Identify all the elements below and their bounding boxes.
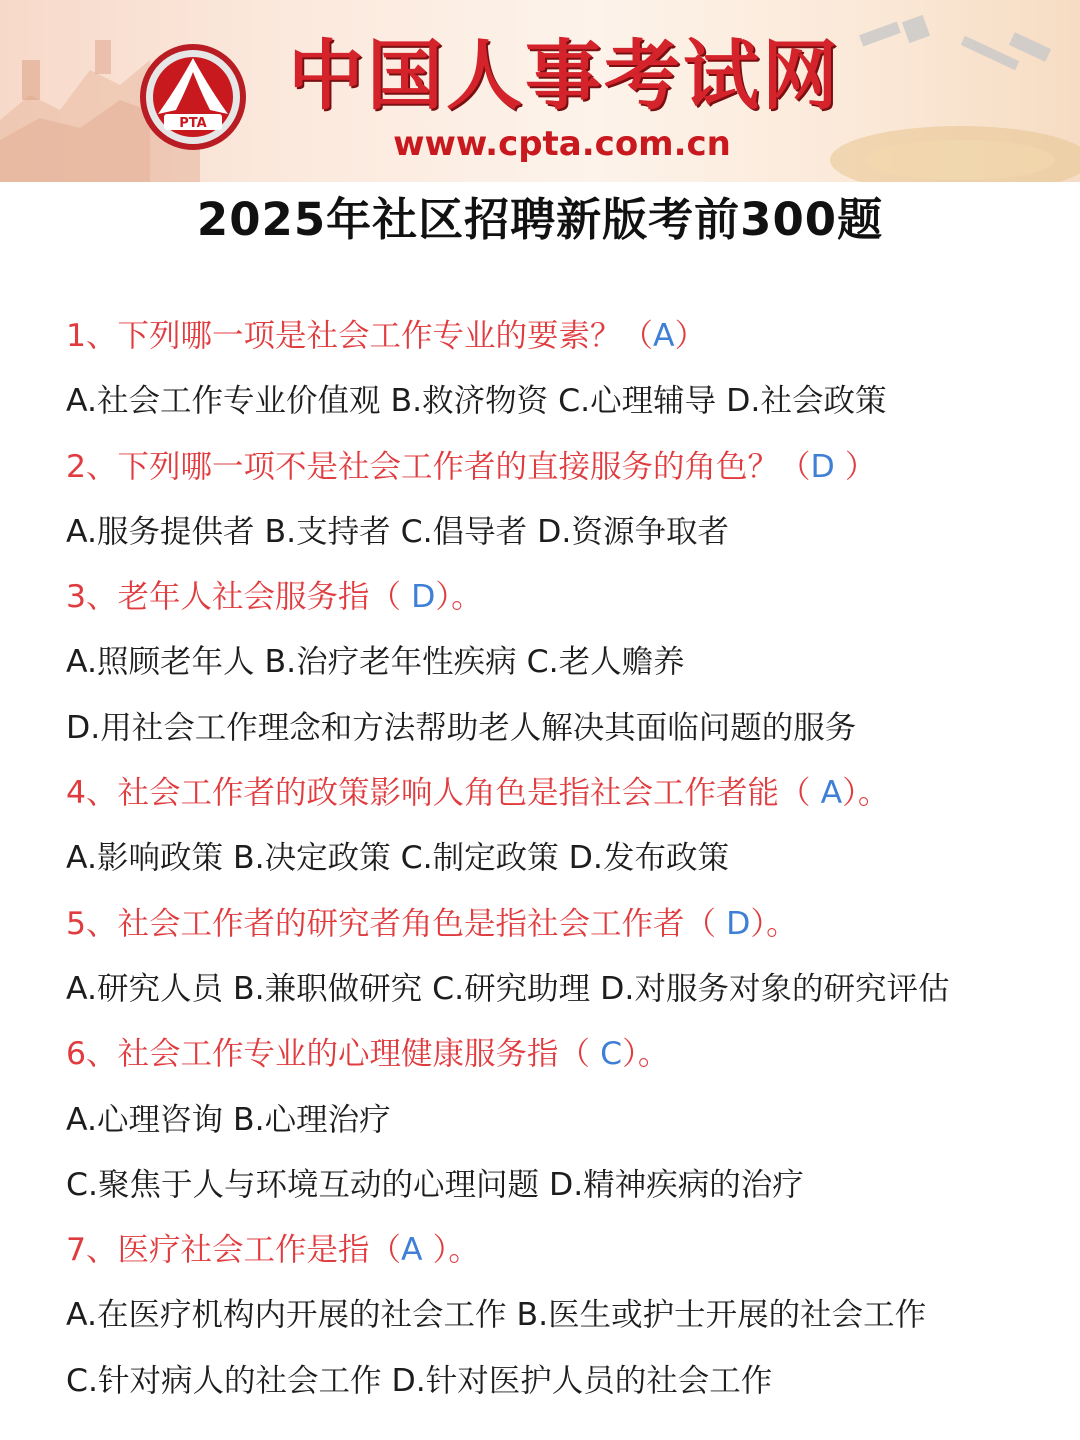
question-options: A.影响政策 B.决定政策 C.制定政策 D.发布政策 — [66, 840, 729, 877]
question-item — [66, 565, 1056, 761]
question-item — [66, 1022, 1056, 1218]
question-stem: 6、社会工作专业的心理健康服务指（ C）。 — [66, 1036, 670, 1073]
question-item — [66, 435, 1056, 566]
page-title: 2025年社区招聘新版考前300题 — [196, 193, 884, 246]
logo-emblem-text: PTA — [179, 116, 207, 131]
site-url: www.cpta.com.cn — [393, 124, 731, 164]
answer-key: D — [810, 448, 835, 485]
answer-key: A — [653, 318, 675, 354]
answer-key: D — [726, 905, 751, 942]
question-stem: 2、下列哪一项不是社会工作者的直接服务的角色？（D ） — [66, 448, 877, 485]
site-name: 中国人事考试网 — [288, 31, 841, 120]
answer-key: A — [820, 775, 843, 812]
answer-key: D — [411, 579, 436, 616]
question-item — [66, 892, 1056, 1023]
question-stem: 3、老年人社会服务指（ D）。 — [66, 579, 483, 616]
question-options: A.在医疗机构内开展的社会工作 B.医生或护士开展的社会工作 — [66, 1297, 927, 1334]
pta-logo-icon — [140, 42, 246, 152]
question-options: D.用社会工作理念和方法帮助老人解决其面临问题的服务 — [66, 709, 857, 746]
question-list — [66, 304, 1056, 1414]
question-options: C.针对病人的社会工作 D.针对医护人员的社会工作 — [66, 1362, 773, 1399]
question-options: C.聚焦于人与环境互动的心理问题 D.精神疾病的治疗 — [66, 1166, 804, 1203]
question-options: A.照顾老年人 B.治疗老年性疾病 C.老人赡养 — [66, 644, 685, 681]
question-stem: 5、社会工作者的研究者角色是指社会工作者（ D）。 — [66, 905, 798, 942]
question-stem: 4、社会工作者的政策影响人角色是指社会工作者能（ A）。 — [66, 775, 890, 812]
question-item — [66, 761, 1056, 892]
question-stem: 7、医疗社会工作是指（A ）。 — [66, 1232, 480, 1269]
answer-key: C — [600, 1036, 623, 1073]
header-banner — [0, 0, 1080, 182]
answer-key: A — [401, 1232, 423, 1269]
question-options: A.服务提供者 B.支持者 C.倡导者 D.资源争取者 — [66, 513, 729, 550]
question-stem: 1、下列哪一项是社会工作专业的要素？（A） — [66, 318, 707, 354]
question-options: A.研究人员 B.兼职做研究 C.研究助理 D.对服务对象的研究评估 — [66, 970, 950, 1007]
question-item — [66, 304, 1056, 435]
question-item — [66, 1218, 1056, 1414]
question-options: A.社会工作专业价值观 B.救济物资 C.心理辅导 D.社会政策 — [66, 383, 887, 420]
question-options: A.心理咨询 B.心理治疗 — [66, 1101, 391, 1138]
